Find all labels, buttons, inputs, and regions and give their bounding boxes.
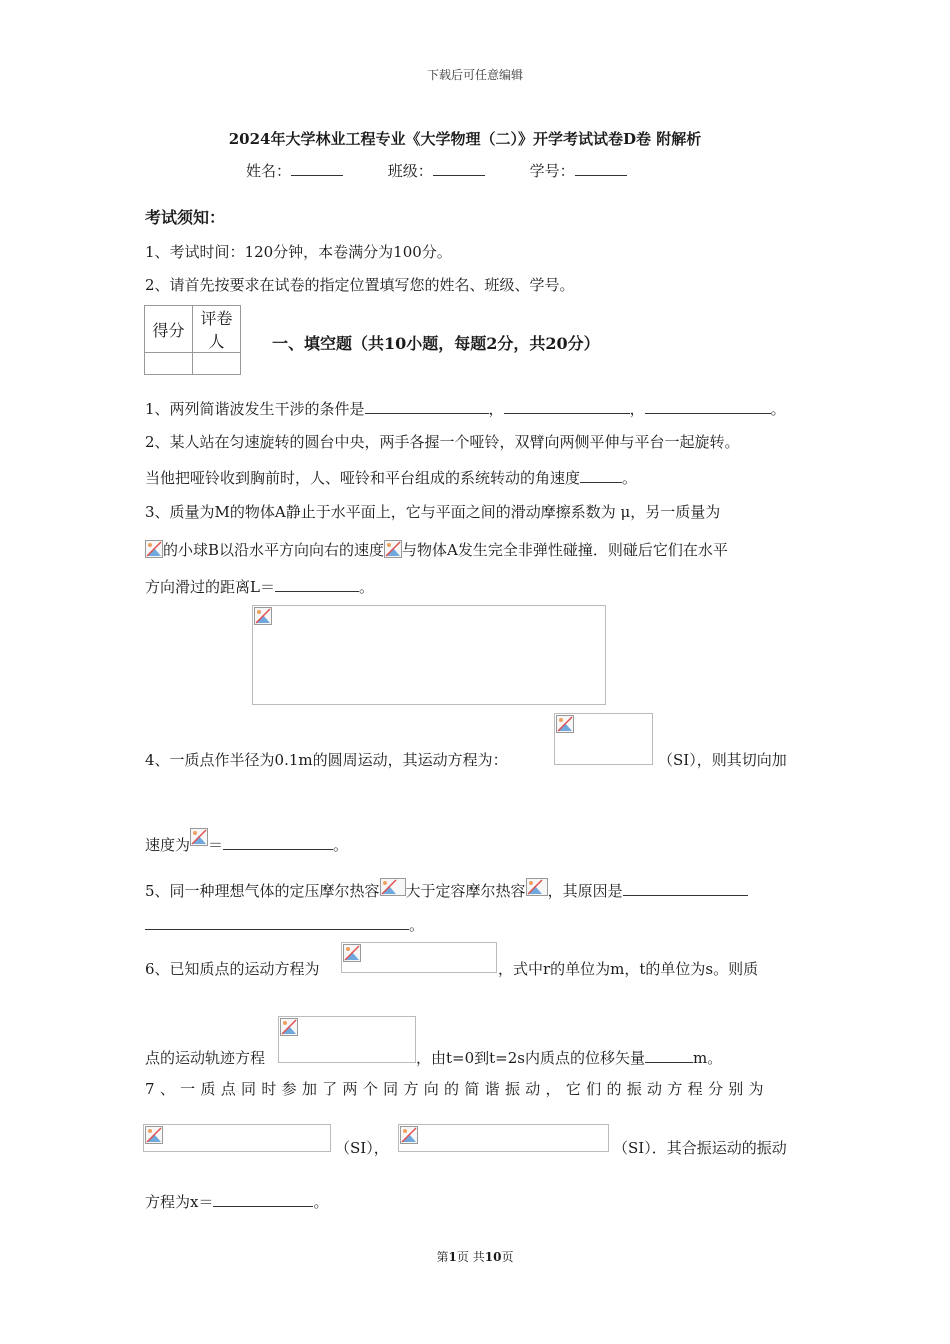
q3-blank[interactable] <box>275 577 359 592</box>
grade-table <box>144 305 241 375</box>
question-6-line-1: 6、已知质点的运动方程为 <box>145 960 320 978</box>
equation-image <box>398 1124 609 1152</box>
broken-image-icon <box>145 540 163 558</box>
q7-si-2: （SI）．其合振运动的振动 <box>613 1139 787 1157</box>
question-7-line-1: 7、一质点同时参加了两个同方向的简谐振动，它们的振动方程分别为 <box>145 1080 769 1098</box>
name-blank[interactable] <box>291 161 343 176</box>
broken-image-icon <box>400 1126 418 1144</box>
equation-image <box>341 942 497 973</box>
q1-sep: ， <box>629 400 645 418</box>
header-note: 下载后可任意编辑 <box>426 68 523 82</box>
q5-blank-1[interactable] <box>623 881 748 896</box>
question-2-line-2 <box>145 467 637 488</box>
q1-end: 。 <box>770 400 786 418</box>
q6-text-c: ，由t=0到t=2s内质点的位移矢量 <box>416 1049 645 1067</box>
question-5-line-1 <box>145 878 748 901</box>
q2-blank[interactable] <box>580 468 622 483</box>
q2-text: 当他把哑铃收到胸前时，人、哑铃和平台组成的系统转动的角速度 <box>145 469 581 487</box>
q1-sep: ， <box>488 400 504 418</box>
broken-image-icon <box>384 540 402 558</box>
broken-image-icon <box>190 828 208 846</box>
q5-text-c: ，其原因是 <box>547 882 623 900</box>
q7-si-1: （SI）， <box>335 1139 389 1157</box>
q1-text: 1、两列简谐波发生干涉的条件是 <box>145 400 365 418</box>
broken-image-icon <box>380 878 406 896</box>
broken-image-icon <box>145 1126 163 1144</box>
q1-blank-2[interactable] <box>504 399 630 414</box>
reviewer-cell[interactable] <box>193 353 241 375</box>
broken-image-icon <box>526 878 548 896</box>
page-num-mid: 页 共 <box>456 1250 485 1264</box>
figure-placeholder <box>252 605 606 705</box>
q4-end: 。 <box>333 836 349 854</box>
q4-eq: ＝ <box>208 836 224 854</box>
broken-image-icon <box>556 715 574 733</box>
notice-heading: 考试须知： <box>145 208 226 227</box>
q5-blank-2[interactable] <box>145 915 409 930</box>
q5-text-a: 5、同一种理想气体的定压摩尔热容 <box>145 882 380 900</box>
page-num-prefix: 第 <box>436 1250 449 1264</box>
score-cell[interactable] <box>145 353 193 375</box>
notice-item-1: 1、考试时间：120分钟，本卷满分为100分。 <box>145 243 452 261</box>
question-2-line-1: 2、某人站在匀速旋转的圆台中央，两手各握一个哑铃，双臂向两侧平伸与平台一起旋转。 <box>145 433 740 451</box>
q7-blank[interactable] <box>213 1192 313 1207</box>
reviewer-header: 评卷人 <box>193 306 241 353</box>
name-label: 姓名： <box>246 162 292 180</box>
question-6-line-2: 点的运动轨迹方程 <box>145 1049 266 1067</box>
q6-end: m。 <box>692 1049 723 1067</box>
broken-image-icon <box>254 607 272 625</box>
q6-blank[interactable] <box>645 1048 693 1063</box>
q6-line2-rest <box>416 1047 722 1068</box>
equation-image <box>143 1124 331 1152</box>
broken-image-icon <box>280 1018 298 1036</box>
q3-text-b: 与物体A发生完全非弹性碰撞．则碰后它们在水平 <box>402 541 728 559</box>
section-title: 一、填空题（共10小题，每题2分，共20分） <box>272 334 600 353</box>
page-total: 10 <box>484 1250 502 1264</box>
question-3-line-3 <box>145 576 374 597</box>
broken-image-icon <box>343 944 361 962</box>
id-label: 学号： <box>529 162 575 180</box>
page-number <box>0 1248 950 1265</box>
q7-end: 。 <box>313 1193 329 1211</box>
q7-text-c: 方程为x＝ <box>145 1193 214 1211</box>
q6-text-b: ，式中r的单位为m，t的单位为s。则质 <box>498 960 759 978</box>
q5-text-b: 大于定容摩尔热容 <box>405 882 526 900</box>
question-5-line-2 <box>145 914 424 935</box>
q4-si: （SI），则其切向加 <box>658 751 787 769</box>
student-fields <box>246 160 667 181</box>
q2-end: 。 <box>622 469 638 487</box>
question-7-line-3 <box>145 1191 328 1212</box>
q1-blank-1[interactable] <box>365 399 489 414</box>
page-num-suffix: 页 <box>501 1250 514 1264</box>
q5-end: 。 <box>409 916 425 934</box>
page-current: 1 <box>448 1250 457 1264</box>
question-3-line-2 <box>145 539 728 560</box>
question-1 <box>145 398 786 419</box>
equation-image <box>278 1016 416 1063</box>
id-blank[interactable] <box>575 161 627 176</box>
score-header: 得分 <box>145 306 193 353</box>
notice-item-2: 2、请首先按要求在试卷的指定位置填写您的姓名、班级、学号。 <box>145 276 575 294</box>
q4-text-b: 速度为 <box>145 836 191 854</box>
page-title: 2024年大学林业工程专业《大学物理（二）》开学考试试卷D卷 附解析 <box>228 130 702 148</box>
q3-text-a: 的小球B以沿水平方向向右的速度 <box>163 541 385 559</box>
question-4-line-1: 4、一质点作半径为0.1m的圆周运动，其运动方程为： <box>145 751 508 769</box>
q3-end: 。 <box>358 578 374 596</box>
question-4-line-2 <box>145 828 348 855</box>
question-3-line-1: 3、质量为M的物体A静止于水平面上，它与平面之间的滑动摩擦系数为 μ，另一质量为 <box>145 503 721 521</box>
q1-blank-3[interactable] <box>645 399 771 414</box>
equation-image <box>554 713 653 765</box>
q3-text-c: 方向滑过的距离L＝ <box>145 578 275 596</box>
class-blank[interactable] <box>433 161 485 176</box>
class-label: 班级： <box>387 162 433 180</box>
q4-blank[interactable] <box>223 835 333 850</box>
